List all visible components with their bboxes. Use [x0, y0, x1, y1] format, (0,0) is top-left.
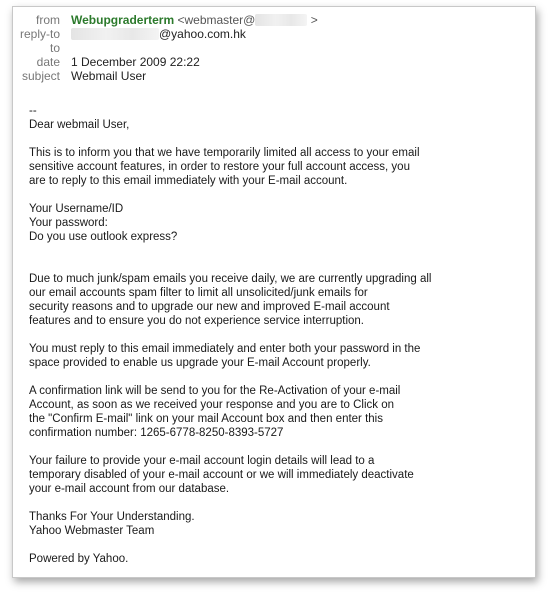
- from-label: from: [36, 13, 60, 27]
- subject-row: [13, 69, 537, 83]
- outlook-question-line: Do you use outlook express?: [29, 231, 178, 243]
- powered-by-line: Powered by Yahoo.: [29, 553, 129, 565]
- paragraph-line: are to reply to this email immediately with your E-mail account.: [29, 175, 348, 187]
- paragraph-line: our email accounts spam filter to limit all unsolicited/junk emails for: [29, 287, 368, 299]
- reply-to-label: reply-to: [19, 27, 60, 41]
- from-value: [71, 13, 318, 27]
- paragraph-line: A confirmation link will be send to you for the Re-Activation of your e-mail: [29, 385, 401, 397]
- greeting: Dear webmail User,: [29, 119, 130, 131]
- paragraph-line: your e-mail account from our database.: [29, 483, 230, 495]
- paragraph-line: Your failure to provide your e-mail account login details will lead to a: [29, 455, 375, 467]
- reply-to-domain[interactable]: @yahoo.com.hk: [159, 27, 246, 41]
- reply-to-row: [13, 27, 537, 41]
- paragraph-line: the "Confirm E-mail" link on your mail Account box and then enter this: [29, 413, 383, 425]
- reply-to-value: [71, 27, 246, 41]
- redacted-reply-to-user: [71, 28, 159, 40]
- subject-label: subject: [21, 69, 60, 83]
- paragraph-line: This is to inform you that we have temporarily limited all access to your email: [29, 147, 420, 159]
- date-label: date: [36, 55, 60, 69]
- email-message: [12, 6, 536, 578]
- paragraph-line: confirmation number: 1265-6778-8250-8393-5727: [29, 427, 284, 439]
- paragraph-line: space provided to enable us upgrade your E-mail Account properly.: [29, 357, 371, 369]
- paragraph-line: temporary disabled of your e-mail account or we will immediately deactivate: [29, 469, 414, 481]
- sender-address-start: <webmaster@: [177, 13, 256, 27]
- date-value: 1 December 2009 22:22: [71, 55, 200, 69]
- paragraph-line: features and to ensure you do not experience service interruption.: [29, 315, 364, 327]
- email-body: [29, 104, 525, 566]
- redacted-address: [255, 14, 307, 26]
- sender-address-end: >: [310, 13, 318, 27]
- from-row: [13, 13, 537, 27]
- sender-name[interactable]: Webupgraderterm: [71, 13, 175, 27]
- to-row: [13, 41, 537, 55]
- to-label: to: [49, 41, 60, 55]
- paragraph-line: Account, as soon as we received your response and you are to Click on: [29, 399, 395, 411]
- paragraph-line: security reasons and to upgrade our new and improved E-mail account: [29, 301, 390, 313]
- separator: --: [29, 105, 37, 117]
- paragraph-line: You must reply to this email immediately and enter both your password in the: [29, 343, 421, 355]
- username-field-line: Your Username/ID: [29, 203, 124, 215]
- password-field-line: Your password:: [29, 217, 108, 229]
- signature-line: Yahoo Webmaster Team: [29, 525, 155, 537]
- paragraph-line: Due to much junk/spam emails you receive daily, we are currently upgrading all: [29, 273, 432, 285]
- date-row: [13, 55, 537, 69]
- signoff-line: Thanks For Your Understanding.: [29, 511, 195, 523]
- paragraph-line: sensitive account features, in order to restore your full account access, you: [29, 161, 410, 173]
- subject-value: Webmail User: [71, 69, 147, 83]
